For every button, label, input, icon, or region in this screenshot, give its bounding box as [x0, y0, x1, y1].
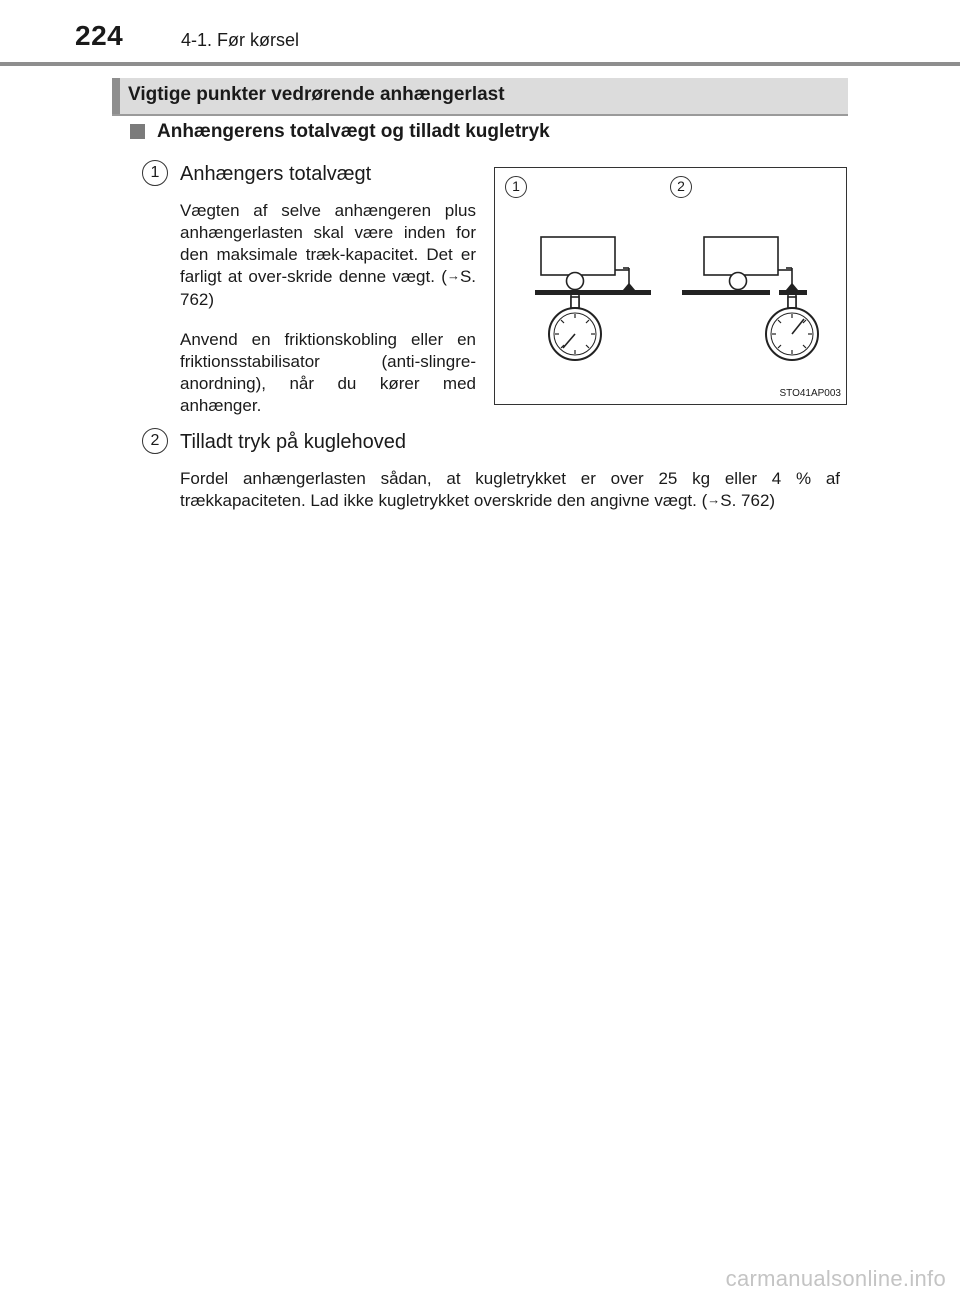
arrow-right-icon: → — [446, 268, 460, 283]
paragraph: Anvend en friktionskobling eller en friktionsstabilisator (anti-slingre-anordning), når du kører med anhænger. — [180, 330, 476, 415]
subsection-title: Anhængerens totalvægt og tilladt kugletryk — [157, 121, 550, 142]
chapter-title: 4-1. Før kørsel — [181, 30, 300, 50]
item-number-badge: 2 — [142, 428, 168, 454]
square-bullet-icon — [130, 124, 145, 139]
ground-bar-left — [535, 290, 651, 295]
trailer-wheel-right — [730, 273, 747, 290]
ground-bar-right-road — [682, 290, 770, 295]
paragraph-text: Fordel anhængerlasten sådan, at kugletrykket er over 25 kg eller 4 % af trækkapaciteten. Lad ikke kugletrykket overskride den angivne vægt. ( — [180, 469, 840, 510]
ground-bar-right-scale — [779, 290, 807, 295]
watermark: carmanualsonline.info — [725, 1266, 946, 1291]
trailer-scales-drawing — [495, 168, 848, 406]
figure-code: STO41AP003 — [779, 388, 841, 399]
trailer-weight-illustration — [494, 167, 847, 405]
header-divider — [0, 62, 960, 66]
figure-label: 1 — [505, 176, 527, 198]
item-heading: Tilladt tryk på kuglehoved — [180, 431, 407, 453]
arrow-right-icon: → — [707, 492, 721, 507]
trailer-body-right — [704, 237, 778, 275]
page-reference: S. 762) — [180, 267, 476, 309]
paragraph — [180, 468, 840, 513]
section-banner — [112, 78, 848, 116]
page-reference: S. 762) — [720, 491, 776, 510]
trailer-wheel-left — [567, 273, 584, 290]
item-number-badge: 1 — [142, 160, 168, 186]
item-heading: Anhængers totalvægt — [180, 163, 372, 185]
section-title: Vigtige punkter vedrørende anhængerlast — [128, 84, 505, 105]
figure-label: 2 — [670, 176, 692, 198]
section-banner-accent — [112, 78, 120, 114]
paragraph — [180, 200, 476, 311]
trailer-body-left — [541, 237, 615, 275]
paragraph-text: Vægten af selve anhængeren plus anhængerlasten skal være inden for den maksimale træk-kapacitet. Det er farligt at over-skride denne vægt. ( — [180, 201, 476, 286]
page-number: 224 — [75, 20, 124, 51]
